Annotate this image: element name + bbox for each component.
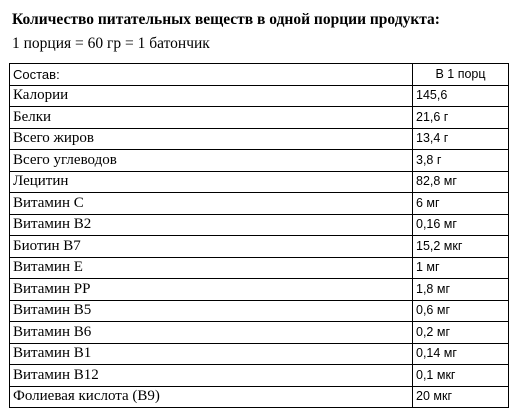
nutrient-amount: 6 мг xyxy=(413,193,509,215)
nutrient-name: Витамин РР xyxy=(10,279,413,301)
nutrient-name: Витамин В12 xyxy=(10,365,413,387)
header-per-serving: В 1 порц xyxy=(413,64,509,86)
nutrient-amount: 0,16 мг xyxy=(413,214,509,236)
nutrition-table-body xyxy=(10,64,509,408)
table-row xyxy=(10,171,509,193)
nutrient-amount: 3,8 г xyxy=(413,150,509,172)
nutrient-amount: 0,1 мкг xyxy=(413,365,509,387)
table-header-row xyxy=(10,64,509,86)
table-row xyxy=(10,386,509,408)
nutrient-name: Фолиевая кислота (В9) xyxy=(10,386,413,408)
table-row xyxy=(10,257,509,279)
nutrient-amount: 20 мкг xyxy=(413,386,509,408)
nutrient-amount: 13,4 г xyxy=(413,128,509,150)
nutrition-table xyxy=(9,63,509,408)
nutrient-amount: 15,2 мкг xyxy=(413,236,509,258)
nutrient-name: Витамин В6 xyxy=(10,322,413,344)
header-composition: Состав: xyxy=(10,64,413,86)
nutrient-name: Всего жиров xyxy=(10,128,413,150)
nutrient-amount: 145,6 xyxy=(413,85,509,107)
nutrient-amount: 1,8 мг xyxy=(413,279,509,301)
nutrient-name: Биотин В7 xyxy=(10,236,413,258)
nutrient-name: Всего углеводов xyxy=(10,150,413,172)
nutrient-name: Витамин С xyxy=(10,193,413,215)
nutrient-amount: 1 мг xyxy=(413,257,509,279)
nutrient-name: Витамин В1 xyxy=(10,343,413,365)
nutrient-amount: 0,6 мг xyxy=(413,300,509,322)
nutrient-amount: 21,6 г xyxy=(413,107,509,129)
nutrient-name: Витамин Е xyxy=(10,257,413,279)
nutrient-amount: 82,8 мг xyxy=(413,171,509,193)
table-row xyxy=(10,322,509,344)
nutrient-name: Белки xyxy=(10,107,413,129)
table-row xyxy=(10,343,509,365)
table-row xyxy=(10,107,509,129)
nutrient-name: Лецитин xyxy=(10,171,413,193)
nutrient-name: Калории xyxy=(10,85,413,107)
table-row xyxy=(10,214,509,236)
table-row xyxy=(10,85,509,107)
table-row xyxy=(10,150,509,172)
nutrient-name: Витамин В2 xyxy=(10,214,413,236)
table-row xyxy=(10,193,509,215)
nutrient-amount: 0,14 мг xyxy=(413,343,509,365)
table-row xyxy=(10,300,509,322)
nutrient-name: Витамин В5 xyxy=(10,300,413,322)
serving-size: 1 порция = 60 гр = 1 батончик xyxy=(12,35,210,52)
page-title: Количество питательных веществ в одной порции продукта: xyxy=(12,11,440,28)
table-row xyxy=(10,365,509,387)
table-row xyxy=(10,128,509,150)
table-row xyxy=(10,279,509,301)
nutrient-amount: 0,2 мг xyxy=(413,322,509,344)
table-row xyxy=(10,236,509,258)
